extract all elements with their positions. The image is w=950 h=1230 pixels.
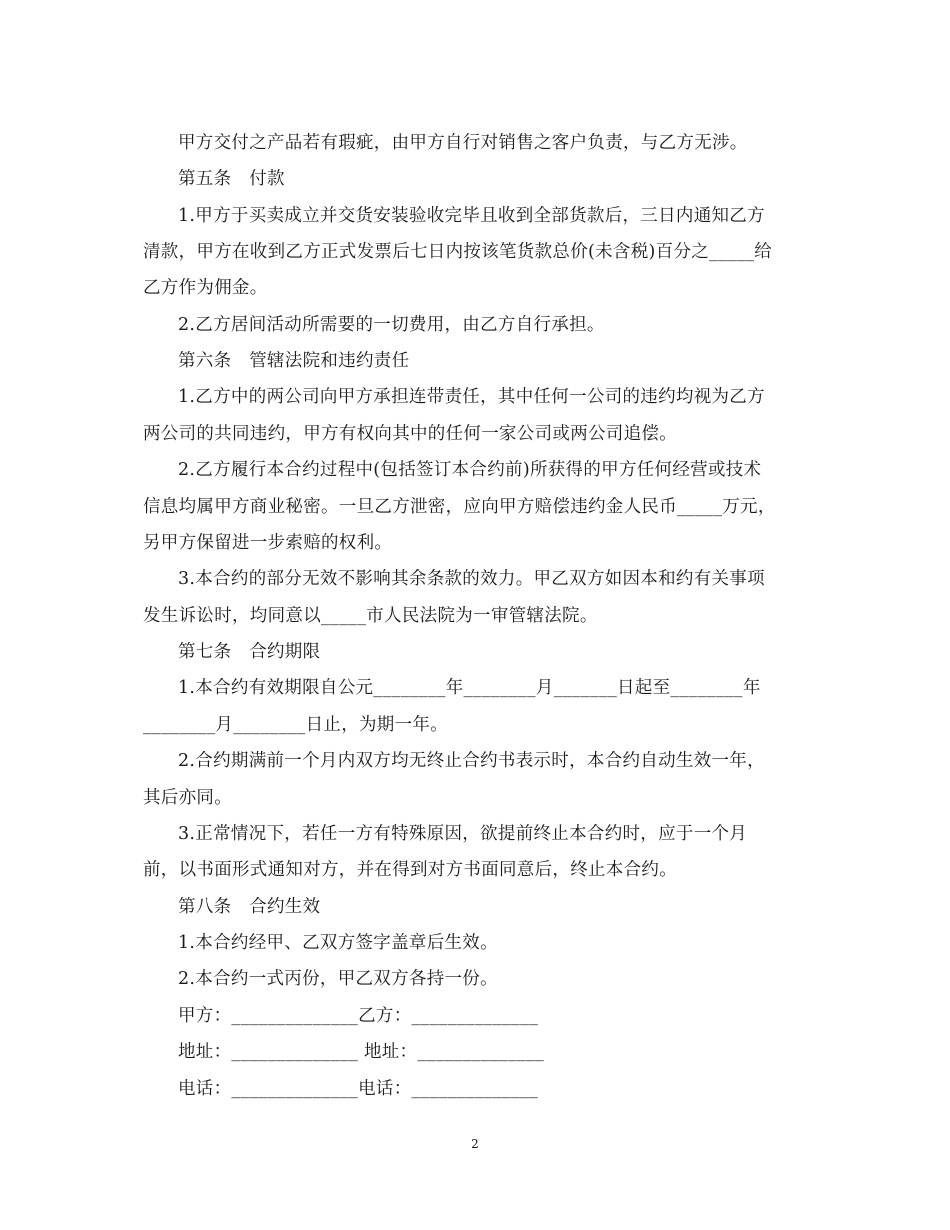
text-line: 1.本合约有效期限自公元________年________月_______日起至________年: [178, 678, 761, 698]
text-line: 3.正常情况下，若任一方有特殊原因，欲提前终止本合约时，应于一个月: [178, 824, 748, 844]
article-8-heading: 第八条 合约生效: [178, 897, 321, 917]
text-line: 发生诉讼时，均同意以_____市人民法院为一审管辖法院。: [143, 606, 598, 626]
article-6-heading: 第六条 管辖法院和违约责任: [178, 351, 410, 371]
text-line: 其后亦同。: [143, 788, 232, 808]
text-line: 两公司的共同违约，甲方有权向其中的任何一家公司或两公司追偿。: [143, 424, 677, 444]
text-line: 1.甲方于买卖成立并交货安装验收完毕且收到全部货款后，三日内通知乙方: [178, 206, 765, 226]
text-line: 乙方作为佣金。: [143, 278, 268, 298]
text-line: 3.本合约的部分无效不影响其余条款的效力。甲乙双方如因本和约有关事项: [178, 569, 765, 589]
text-line: ________月________日止，为期一年。: [143, 715, 448, 735]
text-line: 甲方交付之产品若有瑕疵，由甲方自行对销售之客户负责，与乙方无涉。: [178, 133, 748, 153]
article-5-heading: 第五条 付款: [178, 169, 285, 189]
text-line: 信息均属甲方商业秘密。一旦乙方泄密，应向甲方赔偿违约金人民币_____万元，: [143, 497, 776, 517]
article-7-heading: 第七条 合约期限: [178, 642, 321, 662]
text-line: 1.乙方中的两公司向甲方承担连带责任，其中任何一公司的违约均视为乙方: [178, 387, 765, 407]
text-line: 前，以书面形式通知对方，并在得到对方书面同意后，终止本合约。: [143, 860, 677, 880]
signature-address-line: 地址：______________ 地址：______________: [178, 1042, 545, 1062]
text-line: 2.合约期满前一个月内双方均无终止合约书表示时，本合约自动生效一年，: [178, 751, 765, 771]
signature-party-line: 甲方：______________乙方：______________: [178, 1006, 539, 1026]
text-line: 清款，甲方在收到乙方正式发票后七日内按该笔货款总价(未含税)百分之_____给: [143, 242, 773, 262]
text-line: 1.本合约经甲、乙双方签字盖章后生效。: [178, 933, 498, 953]
text-line: 2.乙方居间活动所需要的一切费用，由乙方自行承担。: [178, 315, 605, 335]
text-line: 2.乙方履行本合约过程中(包括签订本合约前)所获得的甲方任何经营或技术: [178, 460, 762, 480]
page-number: 2: [471, 1137, 479, 1151]
text-line: 2.本合约一式丙份，甲乙双方各持一份。: [178, 969, 498, 989]
text-line: 另甲方保留进一步索赔的权利。: [143, 533, 393, 553]
signature-phone-line: 电话：______________电话：______________: [178, 1079, 539, 1099]
